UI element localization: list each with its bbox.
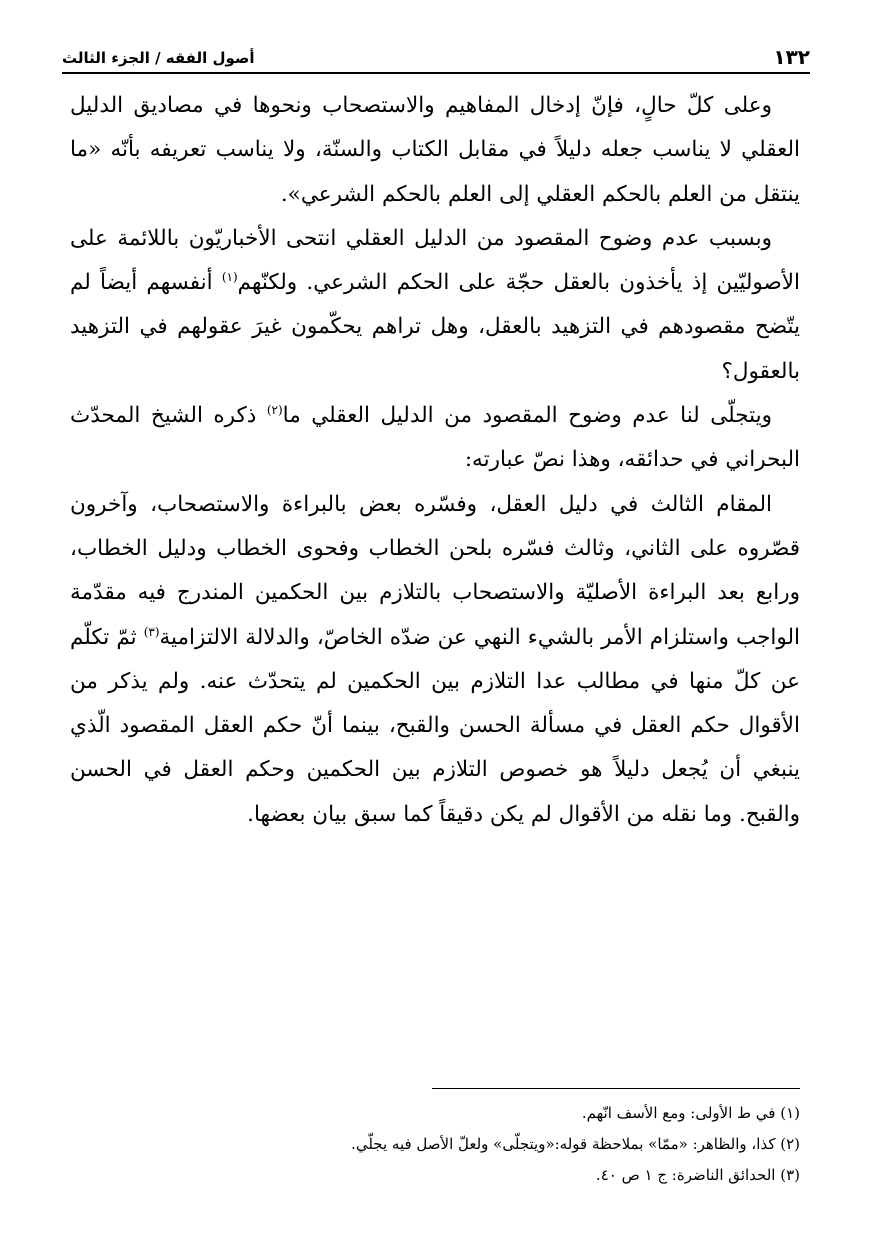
footnote-marker: (٣): [143, 624, 160, 639]
quoted-paragraph: المقام الثالث في دليل العقل، وفسّره بعض بالبراءة والاستصحاب، وآخرون قصّروه على الثاني، وثالث فسّره بلحن الخطاب وفحوى الخطاب ودليل الخطاب، ورابع بعد البراءة الأصليّة والاستصحاب بالتلازم بين الحكمين المندرج فيه مقدّمة الواجب واستلزام الأمر بالشيء النهي عن ضدّه الخاصّ، والدلالة الالتزامية$^{(٣)}$ ثمّ تكلّم عن كلّ منها في مطالب عدا التلازم بين الحكمين لم يتحدّث عنه. ولم يذكر من الأقوال حكم العقل في مسألة الحسن والقبح، بينما أنّ حكم العقل المقصود الّذي ينبغي أن يُجعل دليلاً هو خصوص التلازم بين الحكمين وحكم العقل في الحسن والقبح. وما نقله من الأقوال لم يكن دقيقاً كما سبق بيان بعضها.: [70, 491, 801, 827]
footnote: (٢) كذا، والظاهر: «ممّا» بملاحظة قوله:«ويتجلّى» ولعلّ الأصل فيه يجلّي.: [351, 1135, 800, 1153]
footnote-separator: [432, 1088, 800, 1089]
main-text: [70, 84, 800, 837]
page-header: [62, 38, 810, 74]
footnote: (١) في ط الأولى: ومع الأسف انّهم.: [581, 1104, 800, 1122]
footnote-marker: (١): [221, 270, 238, 285]
footnote: (٣) الحدائق الناضرة: ج ١ ص ٤٠.: [595, 1166, 800, 1184]
paragraph: ويتجلّى لنا عدم وضوح المقصود من الدليل العقلي ما$^{(٢)}$ ذكره الشيخ المحدّث البحراني في حدائقه، وهذا نصّ عبارته:: [70, 402, 800, 473]
footnote-marker: (٢): [266, 402, 283, 417]
paragraph: وبسبب عدم وضوح المقصود من الدليل العقلي انتحى الأخباريّون باللائمة على الأصوليّين إذ يأخذون بالعقل حجّة على الحكم الشرعي. ولكنّهم$^{(١)}$ أنفسهم أيضاً لم يتّضح مقصودهم في التزهيد بالعقل، وهل تراهم يحكّمون غيرَ عقولهم في التزهيد بالعقول؟: [70, 225, 801, 384]
footnotes: [70, 1098, 800, 1191]
paragraph: وعلى كلّ حالٍ، فإنّ إدخال المفاهيم والاستصحاب ونحوها في مصاديق الدليل العقلي لا يناسب جعله دليلاً في مقابل الكتاب والسنّة، ولا يناسب تعريفه بأنّه «ما ينتقل من العلم بالحكم العقلي إلى العلم بالحكم الشرعي».: [70, 93, 800, 207]
page-number: ١٣٢: [773, 45, 810, 69]
running-title: أصول الفقه / الجزء الثالث: [62, 49, 255, 67]
